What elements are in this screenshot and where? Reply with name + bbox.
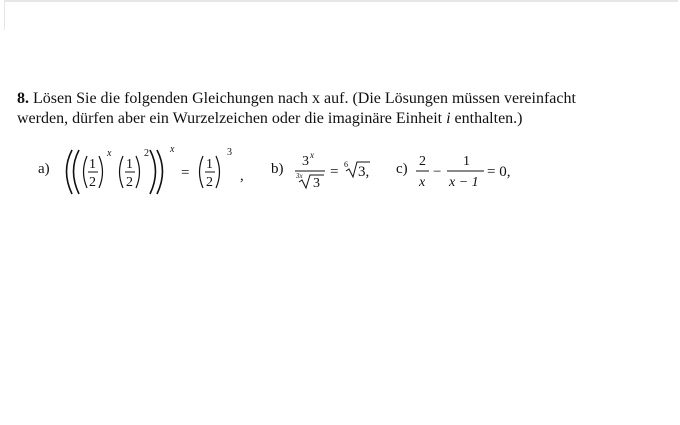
exp-a-outer: x — [170, 144, 175, 155]
part-a-label: a) — [38, 161, 50, 177]
inner-big-paren-left — [74, 150, 80, 194]
inner-big-paren-right — [150, 150, 156, 194]
paren-right-3 — [216, 156, 220, 188]
c-frac1-den: x — [419, 175, 426, 190]
frac-a2-num: 1 — [126, 157, 133, 172]
outer-paren-left — [67, 150, 73, 194]
frac-a2-den: 2 — [126, 175, 133, 190]
b-radical-sign — [299, 175, 324, 188]
b-num-exp: x — [310, 150, 314, 160]
b-rhs-radicand: 3, — [358, 164, 370, 180]
problem-text-1: Lösen Sie die folgenden Gleichungen nach x auf. (Die Lösungen müssen vereinfacht — [33, 90, 576, 107]
paren-right-1 — [99, 156, 103, 188]
outer-paren-right — [157, 150, 163, 194]
paren-left-2 — [120, 156, 124, 188]
problem-line-2 — [17, 109, 627, 129]
imaginary-unit: i — [446, 110, 451, 127]
exp-a2: 2 — [144, 148, 149, 159]
paren-left-3 — [200, 156, 204, 188]
b-rhs-index: 6 — [344, 160, 348, 169]
problem-statement — [17, 89, 627, 129]
comma-a: , — [240, 168, 244, 184]
problem-text-2b: enthalten.) — [454, 110, 523, 127]
frac-a3-den: 2 — [206, 175, 213, 190]
problem-number: 8. — [17, 90, 29, 107]
exp-a1: x — [107, 148, 112, 159]
equals-a: = — [181, 165, 190, 181]
c-frac2-den: x − 1 — [449, 175, 479, 190]
paren-left-1 — [84, 156, 88, 188]
equation-c — [414, 142, 529, 200]
part-c-label: c) — [396, 161, 408, 177]
exp-a3: 3 — [227, 147, 232, 158]
b-radicand: 3 — [313, 176, 320, 191]
b-root-index: 3x — [296, 172, 303, 180]
equals-b: = — [330, 164, 339, 180]
c-minus: − — [433, 164, 442, 180]
equation-b — [292, 142, 387, 200]
left-border — [4, 0, 5, 30]
problem-line-1 — [17, 89, 627, 109]
part-b-label: b) — [271, 161, 284, 177]
frac-a1-num: 1 — [89, 157, 96, 172]
frac-a3-num: 1 — [206, 157, 213, 172]
top-border — [4, 0, 678, 2]
c-frac1-num: 2 — [419, 154, 426, 169]
b-num-base: 3 — [302, 154, 309, 169]
c-frac2-num: 1 — [463, 154, 470, 169]
paren-right-2 — [136, 156, 140, 188]
c-rhs: = 0, — [487, 164, 511, 180]
frac-a1-den: 2 — [89, 175, 96, 190]
problem-text-2a: werden, dürfen aber ein Wurzelzeichen oder die imaginäre Einheit — [17, 110, 443, 127]
equation-a — [60, 142, 255, 200]
